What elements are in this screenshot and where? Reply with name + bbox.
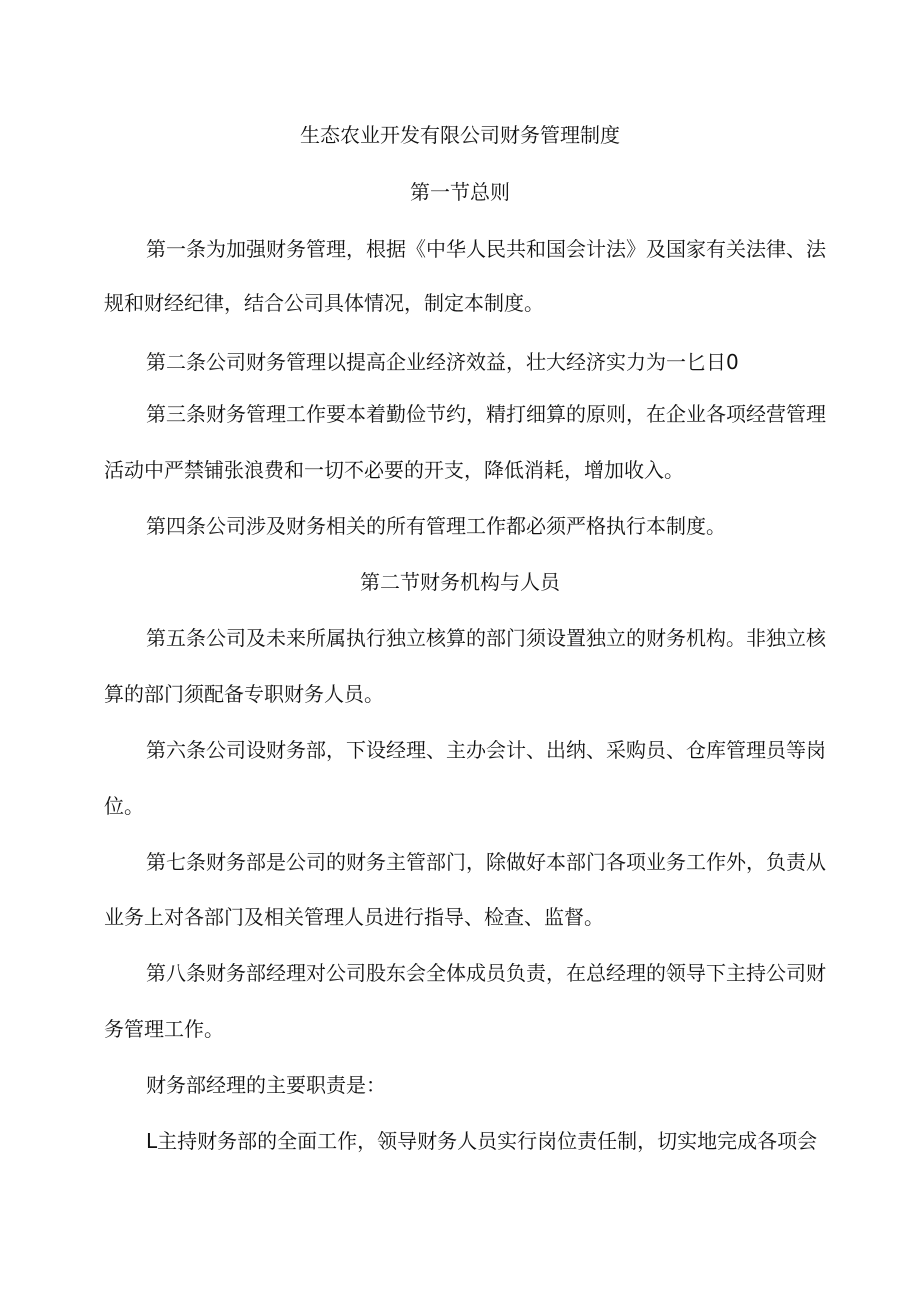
article-6-line-2: 位。 (104, 794, 144, 818)
article-1-line-1: 第一条为加强财务管理，根据《中华人民共和国会计法》及国家有关法律、法 (146, 237, 826, 261)
article-5-line-2: 算的部门须配备专职财务人员。 (104, 682, 384, 706)
article-1-line-2: 规和财经纪律，结合公司具体情况，制定本制度。 (104, 291, 544, 315)
article-3-line-1: 第三条财务管理工作要本着勤俭节约，精打细算的原则，在企业各项经营管理 (146, 402, 826, 426)
article-8-line-1: 第八条财务部经理对公司股东会全体成员负责，在总经理的领导下主持公司财 (146, 961, 826, 985)
document-title: 生态农业开发有限公司财务管理制度 (300, 123, 620, 147)
article-8-line-2: 务管理工作。 (104, 1017, 224, 1041)
section-2-heading: 第二节财务机构与人员 (360, 570, 560, 594)
article-5-line-1: 第五条公司及未来所属执行独立核算的部门须设置独立的财务机构。非独立核 (146, 626, 826, 650)
article-3-line-2: 活动中严禁铺张浪费和一切不必要的开支，降低消耗，增加收入。 (104, 458, 684, 482)
duty-1-line-1: L主持财务部的全面工作，领导财务人员实行岗位责任制，切实地完成各项会 (146, 1129, 818, 1153)
duties-intro: 财务部经理的主要职责是： (146, 1073, 386, 1097)
article-2-line-1: 第二条公司财务管理以提高企业经济效益，壮大经济实力为一匕日0 (146, 350, 739, 374)
article-4-line-1: 第四条公司涉及财务相关的所有管理工作都必须严格执行本制度。 (146, 514, 726, 538)
article-6-line-1: 第六条公司设财务部，下设经理、主办会计、出纳、采购员、仓库管理员等岗 (146, 738, 826, 762)
section-1-heading: 第一节总则 (410, 180, 510, 204)
article-7-line-1: 第七条财务部是公司的财务主管部门，除做好本部门各项业务工作外，负责从 (146, 850, 826, 874)
article-7-line-2: 业务上对各部门及相关管理人员进行指导、检查、监督。 (104, 905, 604, 929)
